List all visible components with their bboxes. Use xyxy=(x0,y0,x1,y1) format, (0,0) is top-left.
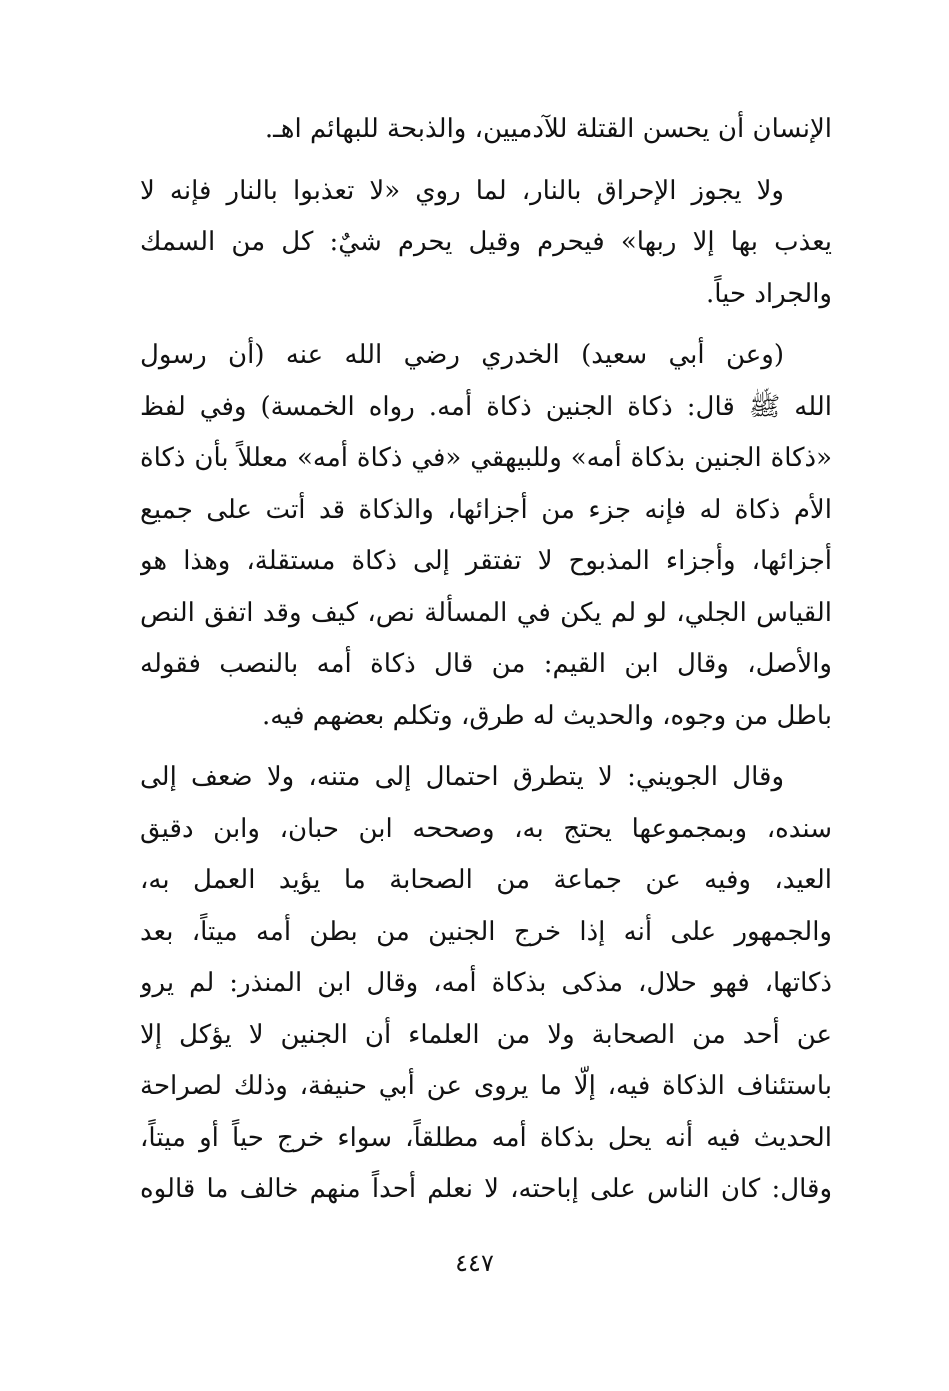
text-line: ذكاتها، فهو حلال، مذكى بذكاة أمه، وقال ابن المنذر: لم يرو xyxy=(140,968,832,998)
text-line: العيد، وفيه عن جماعة من الصحابة ما يؤيد العمل به، xyxy=(140,865,832,895)
text-line: سنده، وبمجموعها يحتج به، وصححه ابن حبان، وابن دقيق xyxy=(140,813,832,844)
text-line: باستئناف الذكاة فيه، إلّا ما يروى عن أبي حنيفة، وذلك لصراحة xyxy=(140,1071,832,1101)
page-number: ٤٤٧ xyxy=(455,1249,494,1277)
text-line: الحديث فيه أنه يحل بذكاة أمه مطلقاً، سواء خرج حياً أو ميتاً، xyxy=(140,1122,832,1153)
paragraph-2 xyxy=(140,166,832,321)
paragraph-3 xyxy=(140,330,832,742)
text-line: والأصل، وقال ابن القيم: من قال ذكاة أمه بالنصب فقوله xyxy=(140,649,832,679)
text-line: الله ﷺ قال: ذكاة الجنين ذكاة أمه. رواه الخمسة) وفي لفظ xyxy=(140,391,832,422)
text-line: وقال الجويني: لا يتطرق احتمال إلى متنه، ولا ضعف إلى xyxy=(140,762,784,792)
text-line: أجزائها، وأجزاء المذبوح لا تفتقر إلى ذكاة مستقلة، وهذا هو xyxy=(140,546,832,576)
text-line: والجراد حياً. xyxy=(705,278,832,309)
text-line: باطل من وجوه، والحديث له طرق، وتكلم بعضهم فيه. xyxy=(262,700,832,731)
text-line: وقال: كان الناس على إباحته، لا نعلم أحداً منهم خالف ما قالوه xyxy=(140,1174,832,1204)
text-line: الإنسان أن يحسن القتلة للآدميين، والذبحة للبهائم اهـ. xyxy=(264,114,832,144)
text-line: الأم ذكاة له فإنه جزء من أجزائها، والذكاة قد أتت على جميع xyxy=(140,494,832,525)
paragraph-1 xyxy=(140,104,832,156)
text-line: عن أحد من الصحابة ولا من العلماء أن الجنين لا يؤكل إلا xyxy=(140,1019,832,1050)
text-line: ولا يجوز الإحراق بالنار، لما روي «لا تعذبوا بالنار فإنه لا xyxy=(140,175,784,206)
text-line: والجمهور على أنه إذا خرج الجنين من بطن أمه ميتاً، بعد xyxy=(140,916,832,947)
text-line: القياس الجلي، لو لم يكن في المسألة نص، كيف وقد اتفق النص xyxy=(140,597,832,628)
text-line: (وعن أبي سعيد) الخدري رضي الله عنه (أن رسول xyxy=(140,340,784,370)
text-line: يعذب بها إلا ربها» فيحرم وقيل يحرم شيٌ: كل من السمك xyxy=(140,227,832,257)
text-line: «ذكاة الجنين بذكاة أمه» وللبيهقي «في ذكاة أمه» معللاً بأن ذكاة xyxy=(140,443,832,473)
paragraph-4 xyxy=(140,752,832,1216)
body-text xyxy=(140,104,832,1216)
